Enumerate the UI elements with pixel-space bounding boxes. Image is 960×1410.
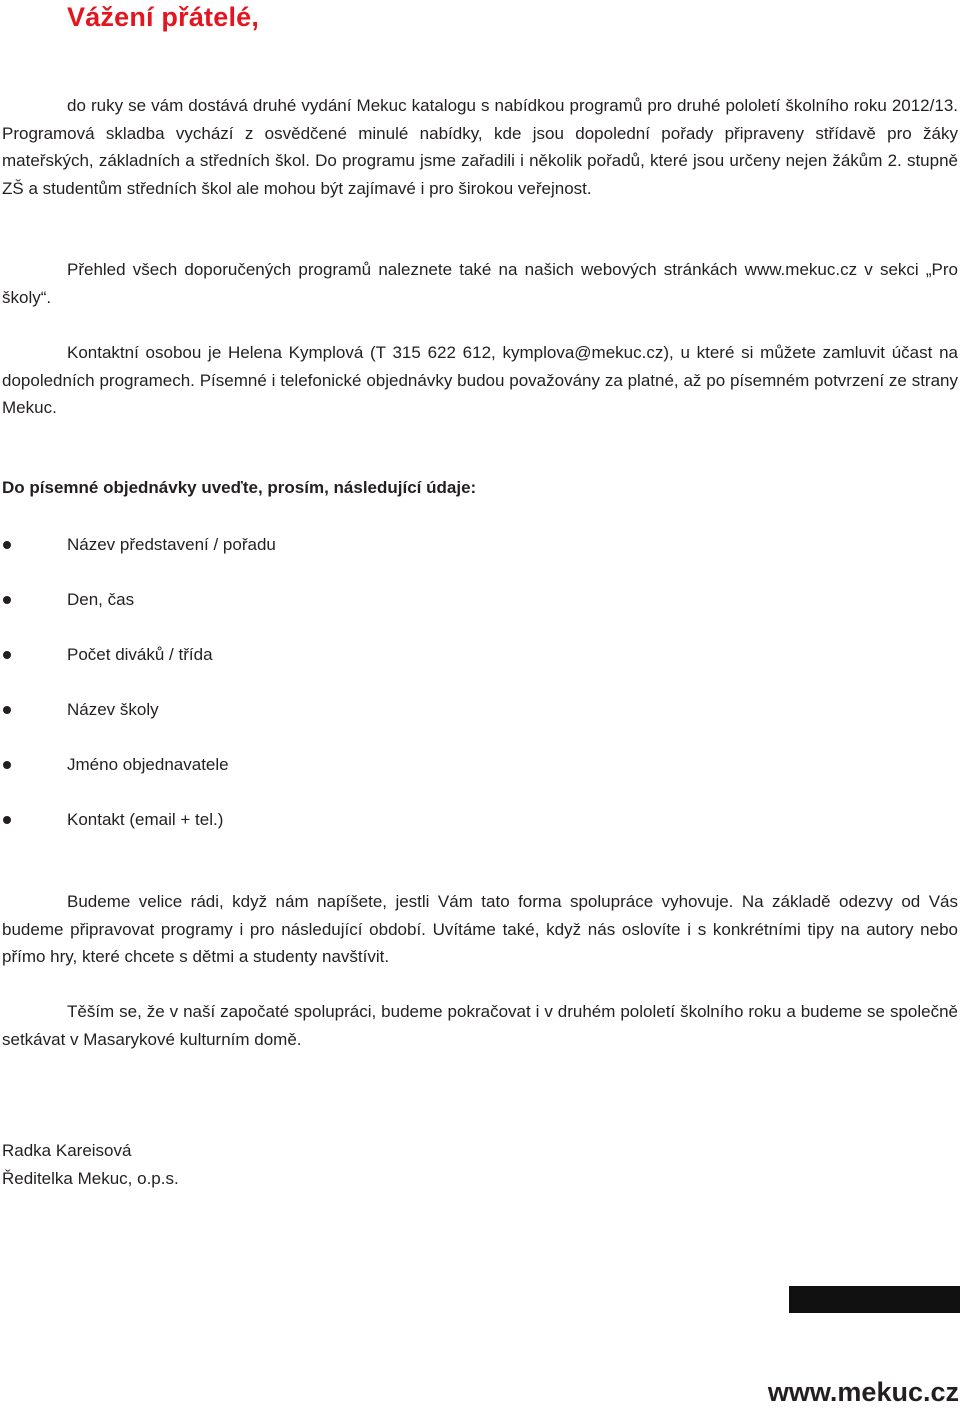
bullet-icon [3,706,11,714]
bullet-icon [3,816,11,824]
intro-paragraph-contact: Kontaktní osobou je Helena Kymplová (T 315 622 612, kymplova@mekuc.cz), u které si můžete zamluvit účast na dopoledních programech. Písemné i telefonické objednávky budou považovány za platné, až po písemném potvrzení ze strany Mekuc. [2,343,958,417]
list-item-label: Název představení / pořadu [67,535,276,554]
list-item-label: Název školy [67,700,159,719]
intro-paragraph-catalog: do ruky se vám dostává druhé vydání Mekuc katalogu s nabídkou programů pro druhé pololetí školního roku 2012/13. Programová skladba vychází z osvědčené minulé nabídky, kde jsou dopolední pořady připraveny střídavě pro žáky mateřských, základních a středních škol. Do programu jsme zařadili i několik pořadů, které jsou určeny nejen žákům 2. stupně ZŠ a studentům středních škol ale mohou být zajímavé i pro širokou veřejnost. [2,96,958,198]
list-item-label: Den, čas [67,590,135,609]
list-item-label: Kontakt (email + tel.) [67,810,224,829]
letter-greeting: Vážení přátelé, [67,2,260,32]
bullet-icon [3,541,11,549]
list-item-label: Jméno objednavatele [67,755,229,774]
website-link[interactable]: www.mekuc.cz [767,1377,959,1407]
list-item [0,805,600,860]
list-item-label: Počet diváků / třída [67,645,213,664]
order-details-heading: Do písemné objednávky uveďte, prosím, následující údaje: [2,478,477,497]
list-item [0,750,600,805]
bullet-icon [3,596,11,604]
closing-paragraph-cooperation: Těším se, že v naší započaté spolupráci, budeme pokračovat i v druhém pololetí školního roku a budeme se společně setkávat v Masarykové kulturním domě. [2,1002,958,1049]
closing-paragraph-feedback: Budeme velice rádi, když nám napíšete, jestli Vám tato forma spolupráce vyhovuje. Na základě odezvy od Vás budeme připravovat programy i pro následující období. Uvítáme také, když nás oslovíte i s konkrétními tipy na autory nebo přímo hry, které chcete s dětmi a studenty navštívit. [2,892,958,966]
bullet-icon [3,651,11,659]
bullet-icon [3,761,11,769]
list-item [0,695,600,750]
intro-paragraph-website: Přehled všech doporučených programů naleznete také na našich webových stránkách www.mekuc.cz v sekci „Pro školy“. [2,260,958,307]
list-item [0,530,600,585]
footer-black-bar [789,1286,960,1313]
signature-block [2,1137,179,1192]
list-item [0,640,600,695]
signature-role: Ředitelka Mekuc, o.p.s. [2,1168,179,1188]
list-item [0,585,600,640]
signature-name: Radka Kareisová [2,1141,132,1160]
order-details-list [0,530,600,860]
